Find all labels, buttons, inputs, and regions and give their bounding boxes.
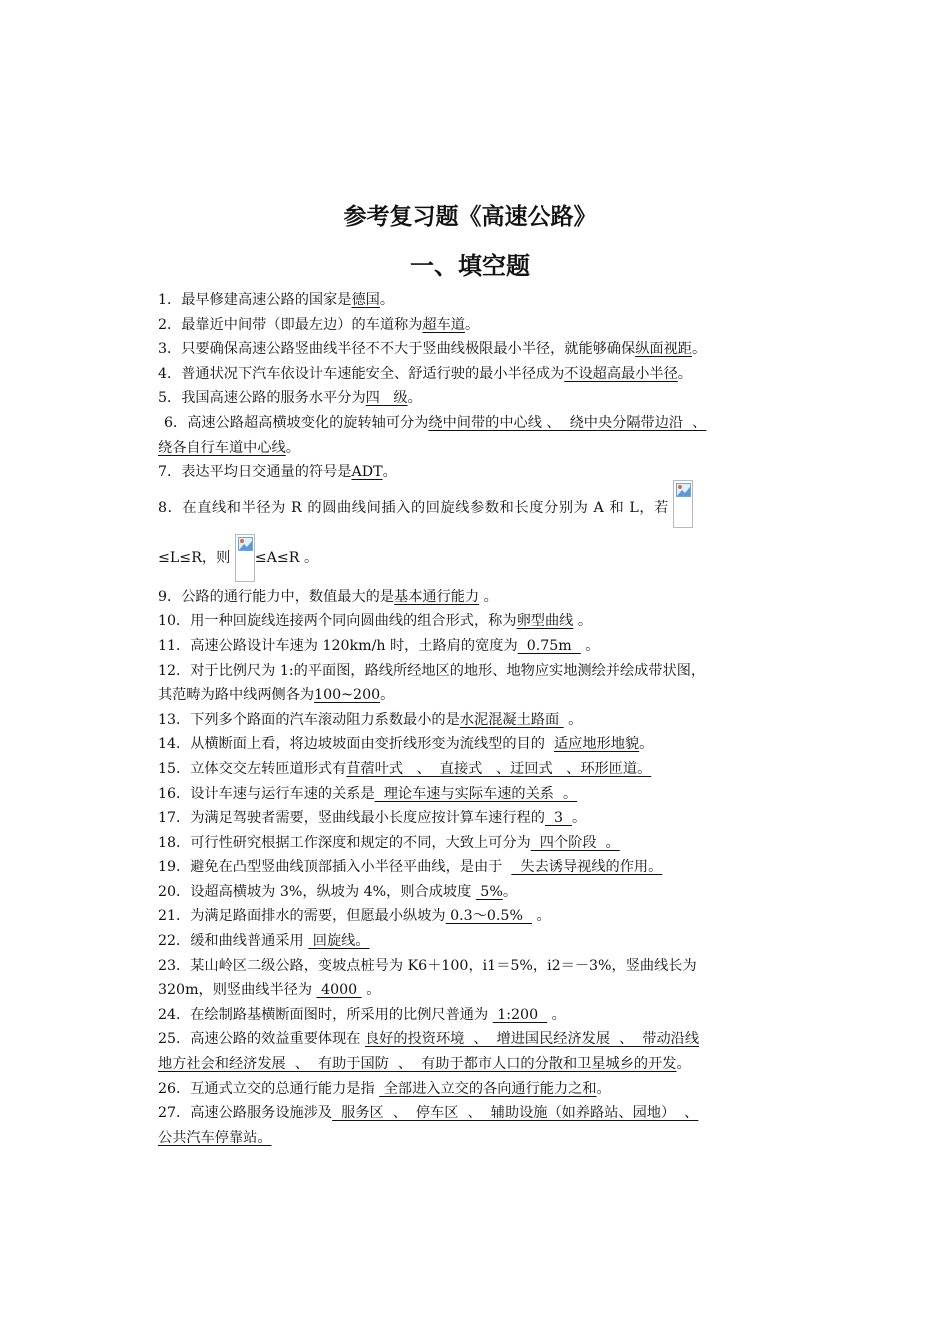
answer: 5% xyxy=(475,883,503,900)
question-1: 1．最早修建高速公路的国家是德国。 xyxy=(158,292,395,308)
formula-image xyxy=(235,534,255,582)
question-6-cont: 绕各自行车道中心线。 xyxy=(158,439,300,456)
answer: 回旋线。 xyxy=(308,933,370,950)
question-21: 21．为满足路面排水的需要，但愿最小纵坡为 0.3～0.5% 。 xyxy=(158,908,551,925)
question-8-cont: ≤L≤R，则 ≤A≤R 。 xyxy=(158,531,818,585)
question-6: 6．高速公路超高横坡变化的旋转轴可分为绕中间带的中心线 、 绕中央分隔带边沿 、 xyxy=(164,414,707,431)
question-24: 24．在绘制路基横断面图时，所采用的比例尺普通为 1:200 。 xyxy=(158,1006,566,1023)
question-25: 25．高速公路的效益重要体现在 良好的投资环境 、 增进国民经济发展 、 带动沿线 xyxy=(158,1031,700,1048)
answer: 3 xyxy=(544,810,573,827)
question-12-cont: 其范畴为路中线两侧各为100~200。 xyxy=(158,687,395,704)
question-2: 2．最靠近中间带（即最左边）的车道称为超车道。 xyxy=(158,316,480,333)
question-16: 16．设计车速与运行车速的关系是 理论车速与实际车速的关系 。 xyxy=(158,785,578,802)
answer: 卵型曲线 xyxy=(516,613,574,630)
question-3: 3．只要确保高速公路竖曲线半径不不大于竖曲线极限最小半径，就能够确保纵面视距。 xyxy=(158,341,707,358)
question-5: 5．我国高速公路的服务水平分为四 级。 xyxy=(158,390,422,407)
question-4: 4．普通状况下汽车依设计车速能安全、舒适行驶的最小半径成为不设超高最小半径。 xyxy=(158,365,692,382)
answer: 服务区 、 停车区 、 辅助设施（如养路站、园地） 、 xyxy=(332,1105,699,1122)
answer: 4000 xyxy=(316,982,362,999)
question-17: 17．为满足驾驶者需要，竖曲线最小长度应按计算车速行程的 3 。 xyxy=(158,810,587,827)
answer: 100~200 xyxy=(314,687,381,704)
answer: 失去诱导视线的作用。 xyxy=(511,859,663,876)
question-14: 14．从横断面上看，将边坡坡面由变折线形变为流线型的目的 适应地形地貌。 xyxy=(158,736,654,753)
answer: 超车道 xyxy=(422,316,465,333)
question-27: 27．高速公路服务设施涉及 服务区 、 停车区 、 辅助设施（如养路站、园地） 、 xyxy=(158,1105,699,1122)
answer: 绕各自行车道中心线 xyxy=(158,439,286,456)
question-12: 12．对于比例尺为 1:的平面图，路线所经地区的地形、地物应实地测绘并绘成带状图， xyxy=(158,662,706,679)
question-26: 26．互通式立交的总通行能力是指 全部进入立交的各向通行能力之和。 xyxy=(158,1080,611,1097)
answer: 四 级 xyxy=(365,390,408,407)
answer: 纵面视距 xyxy=(635,341,692,358)
document-title: 参考复习题《高速公路》 xyxy=(343,204,597,230)
answer: ADT xyxy=(351,464,383,481)
answer: 绕中间带的中心线 、 绕中央分隔带边沿 、 xyxy=(428,414,707,431)
answer: 0.3～0.5% xyxy=(445,908,532,925)
answer: 0.75m xyxy=(517,637,581,654)
question-13: 13．下列多个路面的汽车滚动阻力系数最小的是水泥混凝土路面 。 xyxy=(158,711,583,728)
answer: 四个阶段 。 xyxy=(530,834,620,851)
answer: 全部进入立交的各向通行能力之和 xyxy=(379,1080,597,1097)
answer: 适应地形地貌 xyxy=(553,736,640,753)
image-icon xyxy=(238,537,253,551)
question-25-cont: 地方社会和经济发展 、 有助于国防 、 有助于都市人口的分散和卫星城乡的开发。 xyxy=(158,1056,691,1073)
question-9: 9．公路的通行能力中，数值最大的是基本通行能力 。 xyxy=(158,588,498,605)
question-7: 7．表达平均日交通量的符号是ADT。 xyxy=(158,464,397,481)
answer: 理论车速与实际车速的关系 。 xyxy=(374,785,578,802)
answer: 水泥混凝土路面 xyxy=(459,711,564,728)
answer: 地方社会和经济发展 、 有助于国防 、 有助于都市人口的分散和卫星城乡的开发 xyxy=(158,1056,677,1073)
formula-image xyxy=(673,480,693,528)
question-list xyxy=(158,288,818,1150)
question-10: 10．用一种回旋线连接两个同向圆曲线的组合形式，称为卵型曲线 。 xyxy=(158,613,593,630)
question-23-cont: 320m，则竖曲线半径为 4000 。 xyxy=(158,982,381,999)
section-heading: 一、填空题 xyxy=(410,252,530,280)
answer: 苜蓿叶式 、 直接式 、迂回式 、环形匝道。 xyxy=(346,760,652,777)
image-icon xyxy=(676,483,691,497)
answer: 良好的投资环境 、 增进国民经济发展 、 带动沿线 xyxy=(365,1031,700,1048)
answer: 德国 xyxy=(351,292,380,308)
question-15: 15．立体交交左转匝道形式有苜蓿叶式 、 直接式 、迂回式 、环形匝道。 xyxy=(158,760,652,777)
question-22: 22．缓和曲线普通采用 回旋线。 xyxy=(158,933,370,950)
question-27-cont xyxy=(158,1126,818,1151)
answer: 公共汽车停靠站。 xyxy=(158,1129,272,1146)
answer: 不设超高最小半径 xyxy=(564,365,678,382)
question-20: 20．设超高横坡为 3%，纵坡为 4%，则合成坡度 5%。 xyxy=(158,883,518,900)
answer: 1:200 xyxy=(492,1006,548,1023)
question-18: 18．可行性研究根据工作深度和规定的不同，大致上可分为 四个阶段 。 xyxy=(158,834,620,851)
question-11: 11．高速公路设计车速为 120km/h 时，土路肩的宽度为 0.75m 。 xyxy=(158,637,600,654)
question-19: 19．避免在凸型竖曲线顶部插入小半径平曲线，是由于 失去诱导视线的作用。 xyxy=(158,859,663,876)
answer: 基本通行能力 xyxy=(394,588,480,605)
question-8: 8．在直线和半径为 R 的圆曲线间插入的回旋线参数和长度分别为 A 和 L，若 xyxy=(158,485,818,531)
question-23: 23．某山岭区二级公路，变坡点桩号为 K6＋100，i1＝5%，i2＝－3%，竖曲线长为 xyxy=(158,957,697,974)
